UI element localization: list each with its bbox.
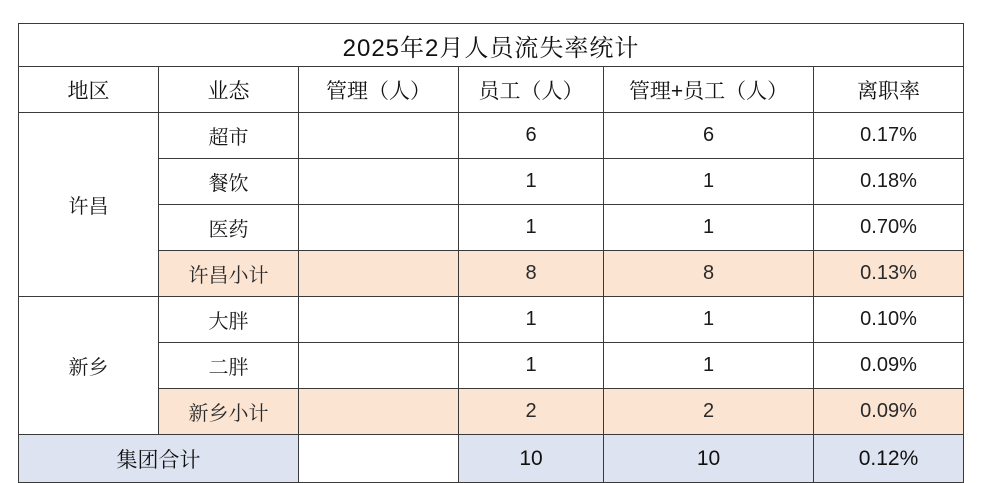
table-title: 2025年2月人员流失率统计 [19, 24, 964, 67]
header-attrition-rate: 离职率 [814, 67, 964, 113]
grand-total-row [19, 435, 964, 483]
table-row [19, 205, 964, 251]
grand-total-staff-value: 10 [459, 435, 604, 483]
format-label: 超市 [159, 113, 299, 159]
header-region: 地区 [19, 67, 159, 113]
subtotal-label: 许昌小计 [159, 251, 299, 297]
region-label-xinxiang: 新乡 [19, 297, 159, 435]
grand-total-management-value [299, 435, 459, 483]
subtotal-staff-value: 2 [459, 389, 604, 435]
management-value [299, 343, 459, 389]
subtotal-sum-value: 2 [604, 389, 814, 435]
format-label: 大胖 [159, 297, 299, 343]
subtotal-staff-value: 8 [459, 251, 604, 297]
rate-value: 0.09% [814, 343, 964, 389]
header-management-plus-staff: 管理+员工（人） [604, 67, 814, 113]
header-staff: 员工（人） [459, 67, 604, 113]
management-value [299, 159, 459, 205]
management-value [299, 205, 459, 251]
rate-value: 0.18% [814, 159, 964, 205]
table-row [19, 343, 964, 389]
region-label-xuchang: 许昌 [19, 113, 159, 297]
format-label: 二胖 [159, 343, 299, 389]
management-value [299, 297, 459, 343]
rate-value: 0.70% [814, 205, 964, 251]
sum-value: 1 [604, 297, 814, 343]
subtotal-management-value [299, 251, 459, 297]
subtotal-row-xinxiang [19, 389, 964, 435]
rate-value: 0.17% [814, 113, 964, 159]
subtotal-rate-value: 0.13% [814, 251, 964, 297]
table-row [19, 113, 964, 159]
header-format: 业态 [159, 67, 299, 113]
header-management: 管理（人） [299, 67, 459, 113]
attrition-statistics-table [18, 23, 964, 483]
sum-value: 6 [604, 113, 814, 159]
table-header-row [19, 67, 964, 113]
staff-value: 1 [459, 205, 604, 251]
grand-total-label: 集团合计 [19, 435, 299, 483]
staff-value: 1 [459, 159, 604, 205]
subtotal-management-value [299, 389, 459, 435]
staff-value: 1 [459, 343, 604, 389]
staff-value: 6 [459, 113, 604, 159]
format-label: 餐饮 [159, 159, 299, 205]
subtotal-sum-value: 8 [604, 251, 814, 297]
format-label: 医药 [159, 205, 299, 251]
subtotal-label: 新乡小计 [159, 389, 299, 435]
table-row [19, 159, 964, 205]
table-row [19, 297, 964, 343]
table-title-row [19, 24, 964, 67]
rate-value: 0.10% [814, 297, 964, 343]
sum-value: 1 [604, 343, 814, 389]
subtotal-rate-value: 0.09% [814, 389, 964, 435]
staff-value: 1 [459, 297, 604, 343]
sum-value: 1 [604, 205, 814, 251]
statistics-sheet [18, 23, 963, 472]
subtotal-row-xuchang [19, 251, 964, 297]
grand-total-sum-value: 10 [604, 435, 814, 483]
management-value [299, 113, 459, 159]
sum-value: 1 [604, 159, 814, 205]
grand-total-rate-value: 0.12% [814, 435, 964, 483]
